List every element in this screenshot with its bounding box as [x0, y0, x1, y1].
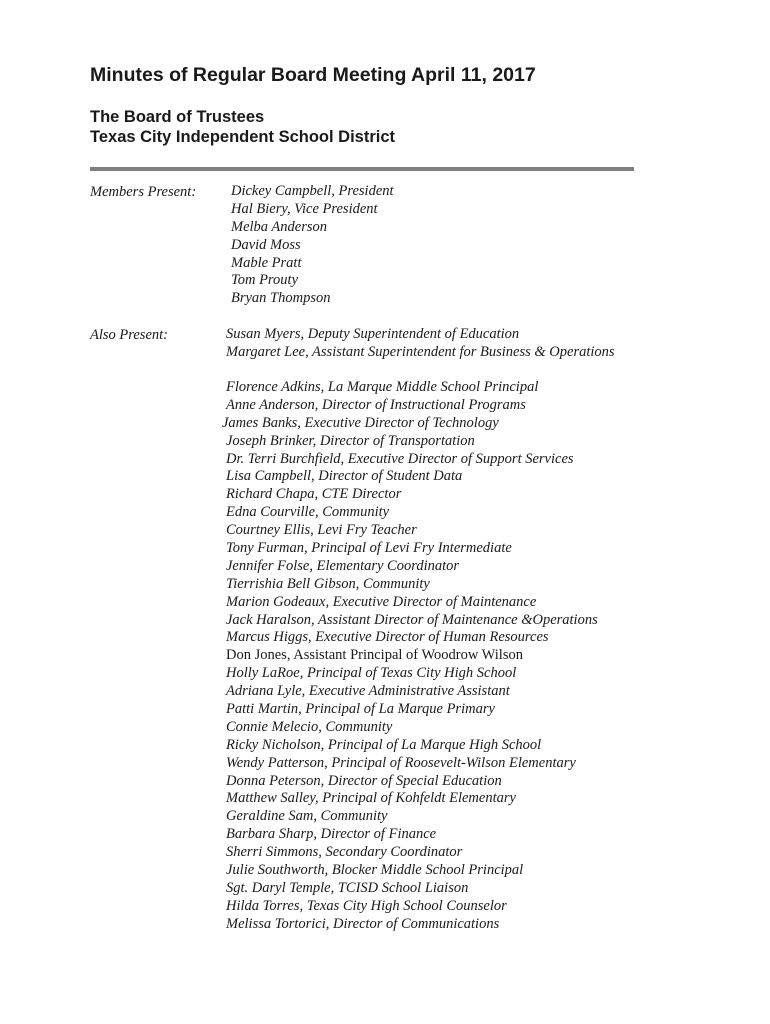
list-item: Courtney Ellis, Levi Fry Teacher — [226, 522, 417, 539]
list-item: Hilda Torres, Texas City High School Counselor — [226, 897, 507, 914]
list-item: Hal Biery, Vice President — [231, 200, 378, 217]
list-item: James Banks, Executive Director of Technology — [222, 414, 499, 431]
list-item: Marion Godeaux, Executive Director of Maintenance — [226, 593, 537, 610]
list-item: Patti Martin, Principal of La Marque Primary — [226, 701, 495, 718]
list-item: Don Jones, Assistant Principal of Woodrow Wilson — [226, 647, 523, 664]
also-present-label: Also Present: — [90, 327, 168, 343]
list-item: Matthew Salley, Principal of Kohfeldt Elementary — [226, 790, 516, 807]
page-title: Minutes of Regular Board Meeting April 11, 2017 — [90, 64, 536, 86]
horizontal-divider — [90, 167, 634, 171]
list-item: Sherri Simmons, Secondary Coordinator — [226, 844, 463, 861]
list-item: David Moss — [231, 236, 301, 253]
list-item: Wendy Patterson, Principal of Roosevelt-Wilson Elementary — [226, 754, 576, 771]
list-item: Connie Melecio, Community — [226, 718, 393, 735]
list-item: Edna Courville, Community — [226, 504, 390, 521]
list-item: Jack Haralson, Assistant Director of Maintenance &Operations — [226, 611, 598, 628]
list-item: Julie Southworth, Blocker Middle School Principal — [226, 862, 524, 879]
list-item: Marcus Higgs, Executive Director of Human Resources — [226, 629, 549, 646]
list-item: Geraldine Sam, Community — [226, 808, 388, 825]
list-item: Adriana Lyle, Executive Administrative Assistant — [226, 683, 510, 700]
list-item: Lisa Campbell, Director of Student Data — [226, 468, 463, 485]
list-item: Donna Peterson, Director of Special Education — [226, 772, 502, 789]
list-item: Dr. Terri Burchfield, Executive Director of Support Services — [226, 450, 574, 467]
also-present-staff-list — [222, 379, 598, 934]
list-item: Richard Chapa, CTE Director — [226, 486, 402, 503]
members-present-list — [231, 183, 394, 308]
list-item: Anne Anderson, Director of Instructional Programs — [226, 396, 526, 413]
list-item: Melba Anderson — [231, 218, 327, 235]
list-item: Mable Pratt — [231, 254, 302, 271]
list-item: Tierrishia Bell Gibson, Community — [226, 575, 430, 592]
list-item: Tom Prouty — [231, 272, 299, 289]
district-heading: Texas City Independent School District — [90, 128, 396, 146]
list-item: Ricky Nicholson, Principal of La Marque High School — [226, 736, 542, 753]
list-item: Dickey Campbell, President — [231, 183, 394, 199]
list-item: Melissa Tortorici, Director of Communications — [226, 915, 500, 932]
list-item: Barbara Sharp, Director of Finance — [226, 826, 437, 843]
list-item: Bryan Thompson — [231, 290, 331, 307]
list-item: Jennifer Folse, Elementary Coordinator — [226, 557, 460, 574]
list-item: Tony Furman, Principal of Levi Fry Intermediate — [226, 540, 512, 557]
members-present-label: Members Present: — [90, 184, 197, 200]
list-item: Susan Myers, Deputy Superintendent of Education — [226, 326, 520, 342]
list-item: Florence Adkins, La Marque Middle School Principal — [226, 379, 539, 395]
list-item: Sgt. Daryl Temple, TCISD School Liaison — [226, 879, 469, 896]
also-present-administration-list — [226, 326, 615, 362]
list-item: Joseph Brinker, Director of Transportation — [226, 432, 475, 449]
list-item: Holly LaRoe, Principal of Texas City High School — [226, 665, 517, 682]
list-item: Margaret Lee, Assistant Superintendent for Business & Operations — [226, 343, 615, 360]
board-heading: The Board of Trustees — [90, 108, 265, 126]
